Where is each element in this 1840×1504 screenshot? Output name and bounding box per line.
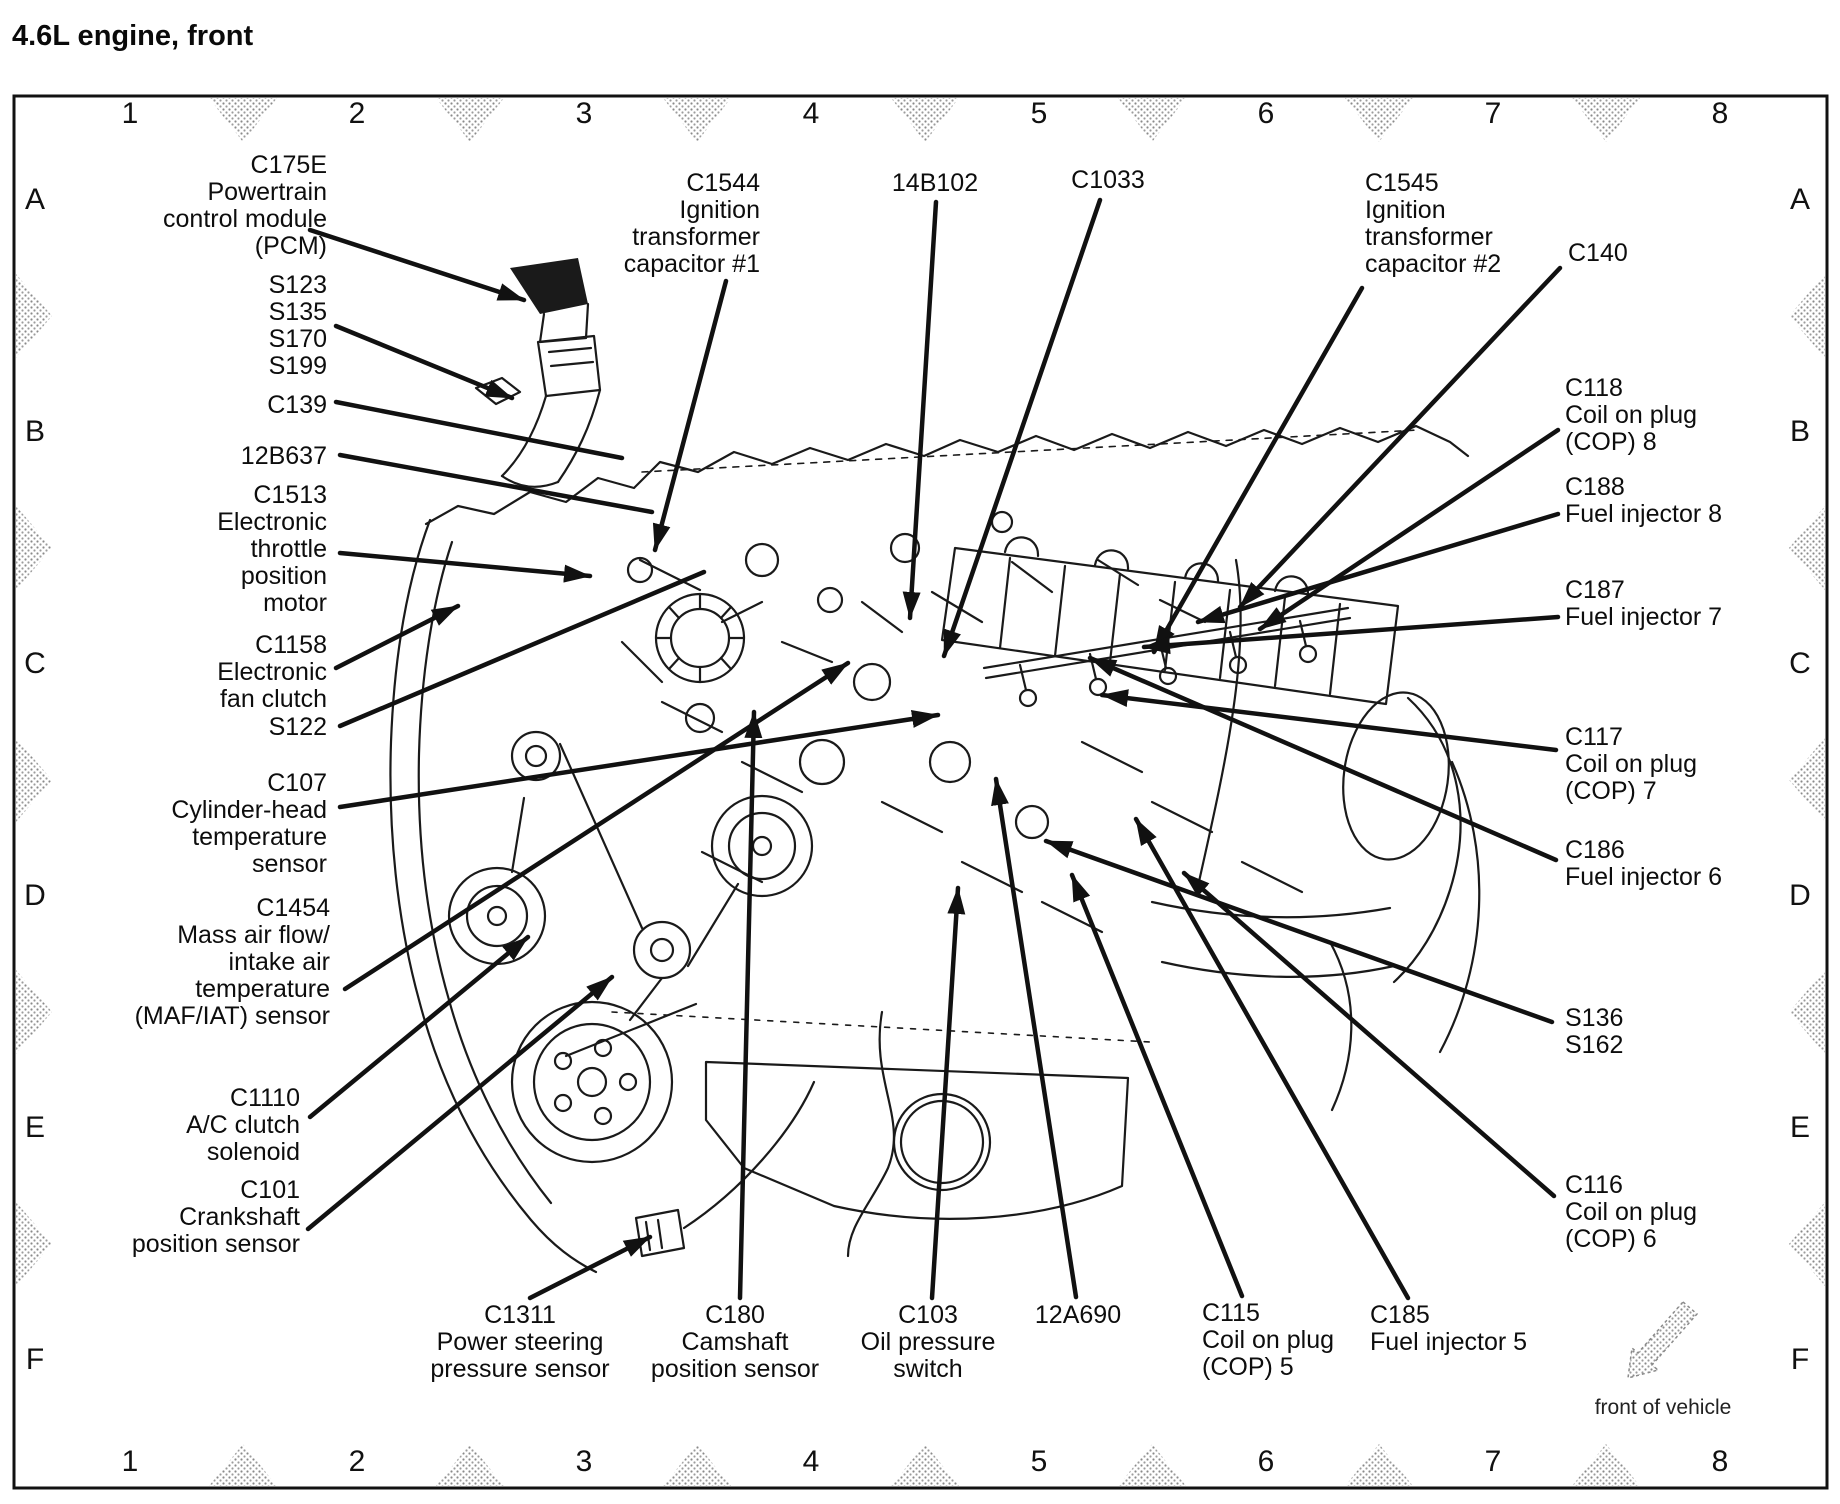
hatch-tick-right [1789,738,1825,822]
front-of-vehicle-label: front of vehicle [1594,1396,1732,1419]
grid-row-right-F: F [1790,1343,1810,1376]
hatch-tick-left [16,506,52,590]
callout-c188 [1565,474,1722,528]
callout-c1513-line: motor [263,589,327,617]
callout-c188-line: C188 [1565,473,1625,501]
callout-c185-line: Fuel injector 5 [1370,1328,1528,1356]
grid-col-top-4: 4 [802,97,820,130]
leader-c117 [1102,695,1556,750]
callout-pcm-line: control module [163,205,327,233]
callout-c1110-line: solenoid [206,1138,300,1166]
callout-c115-line: C115 [1202,1299,1260,1327]
callout-c1513-line: C1513 [253,481,327,509]
grid-row-left-B: B [24,415,46,448]
grid-col-bottom-8: 8 [1711,1445,1729,1478]
hatch-tick-top [1572,98,1640,142]
callout-c1158-line: Electronic [217,658,327,686]
callout-c185 [1370,1302,1527,1356]
callout-c140-line: C140 [1568,239,1628,267]
callout-c1545-line: Ignition [1365,196,1446,224]
grid-col-bottom-5: 5 [1030,1445,1048,1478]
callout-c103-line: C103 [898,1301,958,1329]
callout-c1544-line: transformer [632,223,760,251]
callout-12b637-line: 12B637 [240,442,327,470]
callout-splices-upper-line: S199 [268,352,327,380]
callout-c118 [1565,375,1697,456]
callout-c180-line: C180 [705,1301,765,1329]
callout-c117-line: Coil on plug [1565,750,1698,778]
front-of-vehicle-arrow-icon [1628,1302,1697,1378]
leader-c116 [1184,873,1554,1196]
callout-c1158-line: C1158 [255,631,327,659]
callout-splices-upper-line: S123 [268,271,327,299]
callout-c140 [1568,240,1628,267]
leader-c107 [340,715,938,807]
hatch-tick-bottom [891,1444,959,1486]
callout-c1513-line: Electronic [217,508,327,536]
grid-row-right-D: D [1789,879,1811,912]
callout-c107-line: sensor [251,850,327,878]
callout-c1454 [135,895,330,1030]
callout-c1513-line: throttle [250,535,327,563]
callout-c103 [861,1302,996,1383]
hatch-tick-right [1789,1202,1825,1286]
page-title: 4.6L engine, front [12,20,254,52]
callout-c1033-line: C1033 [1071,166,1145,194]
engine-illustration [390,258,1479,1272]
grid-row-right-B: B [1789,415,1811,448]
callout-c116 [1565,1172,1697,1253]
callout-c187 [1565,577,1722,631]
callout-c180-line: position sensor [650,1355,820,1383]
leader-c186 [1090,658,1556,860]
callout-splices-upper-line: S135 [268,298,327,326]
callout-c1545-line: C1545 [1365,169,1439,197]
callout-c107-line: Cylinder-head [171,796,327,824]
grid-col-top-8: 8 [1711,97,1729,130]
callout-c1544-line: Ignition [679,196,760,224]
callout-c187-line: C187 [1565,576,1625,604]
callout-pcm [163,152,327,260]
callout-c186 [1565,837,1722,891]
callout-c115-line: (COP) 5 [1202,1353,1294,1381]
callout-c1158 [217,632,327,713]
callout-c103-line: Oil pressure [860,1328,996,1356]
callout-c115-line: Coil on plug [1202,1326,1335,1354]
hatch-tick-left [16,738,52,822]
grid-col-top-7: 7 [1484,97,1502,130]
callout-c1110 [186,1085,300,1166]
callout-c180 [651,1302,819,1383]
grid-col-top-5: 5 [1030,97,1048,130]
hatch-tick-right [1789,970,1825,1054]
callout-12a690 [1035,1302,1121,1329]
callout-s136-s162-line: S136 [1565,1004,1624,1032]
leader-14b102 [910,202,936,618]
hatch-tick-right [1789,274,1825,358]
callout-14b102 [892,170,978,197]
callout-splices-upper [269,272,327,380]
callout-s136-s162-line: S162 [1565,1031,1624,1059]
leader-12a690 [996,779,1076,1297]
callout-c117-line: C117 [1565,723,1623,751]
leader-c185 [1136,819,1408,1298]
callout-c101-line: position sensor [131,1230,300,1258]
callout-c1545 [1365,170,1501,278]
callout-c139 [267,392,327,419]
callout-pcm-line: (PCM) [254,232,327,260]
grid-row-right-C: C [1789,647,1811,680]
hatch-tick-bottom [1345,1444,1413,1486]
callout-c1545-line: transformer [1365,223,1493,251]
callout-c1311-line: pressure sensor [430,1355,610,1383]
leader-c1110 [310,937,528,1117]
callout-c185-line: C185 [1370,1301,1430,1329]
grid-col-top-2: 2 [348,97,366,130]
callout-c186-line: Fuel injector 6 [1565,863,1723,891]
hatch-tick-right [1789,506,1825,590]
grid-col-bottom-1: 1 [121,1445,139,1478]
leader-pcm [310,230,524,300]
callout-c1454-line: temperature [195,975,330,1003]
callout-c188-line: Fuel injector 8 [1565,500,1723,528]
leader-c103 [932,888,958,1298]
leader-12b637 [340,455,652,512]
callout-c1454-line: C1454 [256,894,330,922]
callout-c139-line: C139 [267,391,327,419]
grid-row-left-E: E [24,1111,46,1144]
leader-s122 [340,572,704,726]
grid-col-bottom-7: 7 [1484,1445,1502,1478]
callout-c1544-line: capacitor #1 [623,250,760,278]
leader-splices-upper [336,326,512,398]
callout-c103-line: switch [893,1355,963,1383]
callout-pcm-line: Powertrain [207,178,327,206]
callout-s136-s162 [1565,1005,1623,1059]
callout-12a690-line: 12A690 [1034,1301,1122,1329]
callout-c1544 [624,170,760,278]
grid-row-left-A: A [24,183,46,216]
leader-c1311 [530,1237,650,1298]
hatch-tick-top [209,98,277,142]
callout-c1158-line: fan clutch [219,685,327,713]
hatch-tick-top [1118,98,1186,142]
hatch-tick-top [436,98,504,142]
callout-c1513-line: position [240,562,327,590]
callout-c180-line: Camshaft [681,1328,789,1356]
hatch-tick-top [1345,98,1413,142]
callout-c1110-line: C1110 [230,1084,300,1112]
callout-c1454-line: (MAF/IAT) sensor [134,1002,330,1030]
leader-c1513 [340,553,590,576]
hatch-tick-bottom [209,1444,277,1486]
hatch-tick-left [16,1202,52,1286]
callout-c118-line: Coil on plug [1565,401,1698,429]
callout-c107 [171,770,327,878]
callout-c101 [132,1177,300,1258]
callout-c1545-line: capacitor #2 [1365,250,1502,278]
callout-c101-line: C101 [240,1176,300,1204]
callout-c187-line: Fuel injector 7 [1565,603,1723,631]
callout-c1110-line: A/C clutch [186,1111,300,1139]
callout-c186-line: C186 [1565,836,1625,864]
callout-c107-line: temperature [192,823,327,851]
callout-c101-line: Crankshaft [179,1203,300,1231]
hatch-tick-bottom [436,1444,504,1486]
leader-c1544 [655,281,726,550]
callout-c117 [1565,724,1697,805]
hatch-tick-left [16,970,52,1054]
leader-c1033 [944,200,1100,656]
callout-c116-line: (COP) 6 [1565,1225,1657,1253]
grid-row-left-F: F [25,1343,45,1376]
grid-row-right-A: A [1789,183,1811,216]
callout-c1033 [1071,167,1145,194]
callout-c1454-line: intake air [228,948,330,976]
callout-c1311 [430,1302,609,1383]
grid-col-bottom-3: 3 [575,1445,593,1478]
callout-c115 [1202,1300,1334,1381]
callout-c116-line: Coil on plug [1565,1198,1698,1226]
leader-c139 [336,402,622,458]
leader-c101 [308,977,612,1229]
leader-c188 [1198,514,1558,622]
callout-c1544-line: C1544 [686,169,760,197]
callout-12b637 [241,443,327,470]
hatch-tick-left [16,274,52,358]
callout-s122-line: S122 [268,713,327,741]
callout-c1454-line: Mass air flow/ [177,921,330,949]
leader-c115 [1072,875,1242,1296]
callout-c1311-line: C1311 [484,1301,556,1329]
callout-c107-line: C107 [267,769,327,797]
grid-row-left-C: C [24,647,46,680]
leader-c140 [1240,268,1560,607]
callout-c117-line: (COP) 7 [1565,777,1657,805]
grid-row-right-E: E [1789,1111,1811,1144]
hatch-tick-bottom [1572,1444,1640,1486]
callout-c1311-line: Power steering [436,1328,604,1356]
callout-splices-upper-line: S170 [268,325,327,353]
callout-c118-line: C118 [1565,374,1623,402]
grid-col-bottom-6: 6 [1257,1445,1275,1478]
grid-col-bottom-4: 4 [802,1445,820,1478]
callout-c118-line: (COP) 8 [1565,428,1657,456]
hatch-tick-top [663,98,731,142]
callout-s122 [269,714,327,741]
callout-14b102-line: 14B102 [891,169,979,197]
callout-c116-line: C116 [1565,1171,1623,1199]
callout-pcm-line: C175E [250,151,327,179]
hatch-tick-top [891,98,959,142]
hatch-tick-bottom [663,1444,731,1486]
hatch-tick-bottom [1118,1444,1186,1486]
grid-col-top-1: 1 [121,97,139,130]
grid-col-top-3: 3 [575,97,593,130]
grid-row-left-D: D [24,879,46,912]
grid-col-bottom-2: 2 [348,1445,366,1478]
callout-c1513 [217,482,327,617]
grid-col-top-6: 6 [1257,97,1275,130]
